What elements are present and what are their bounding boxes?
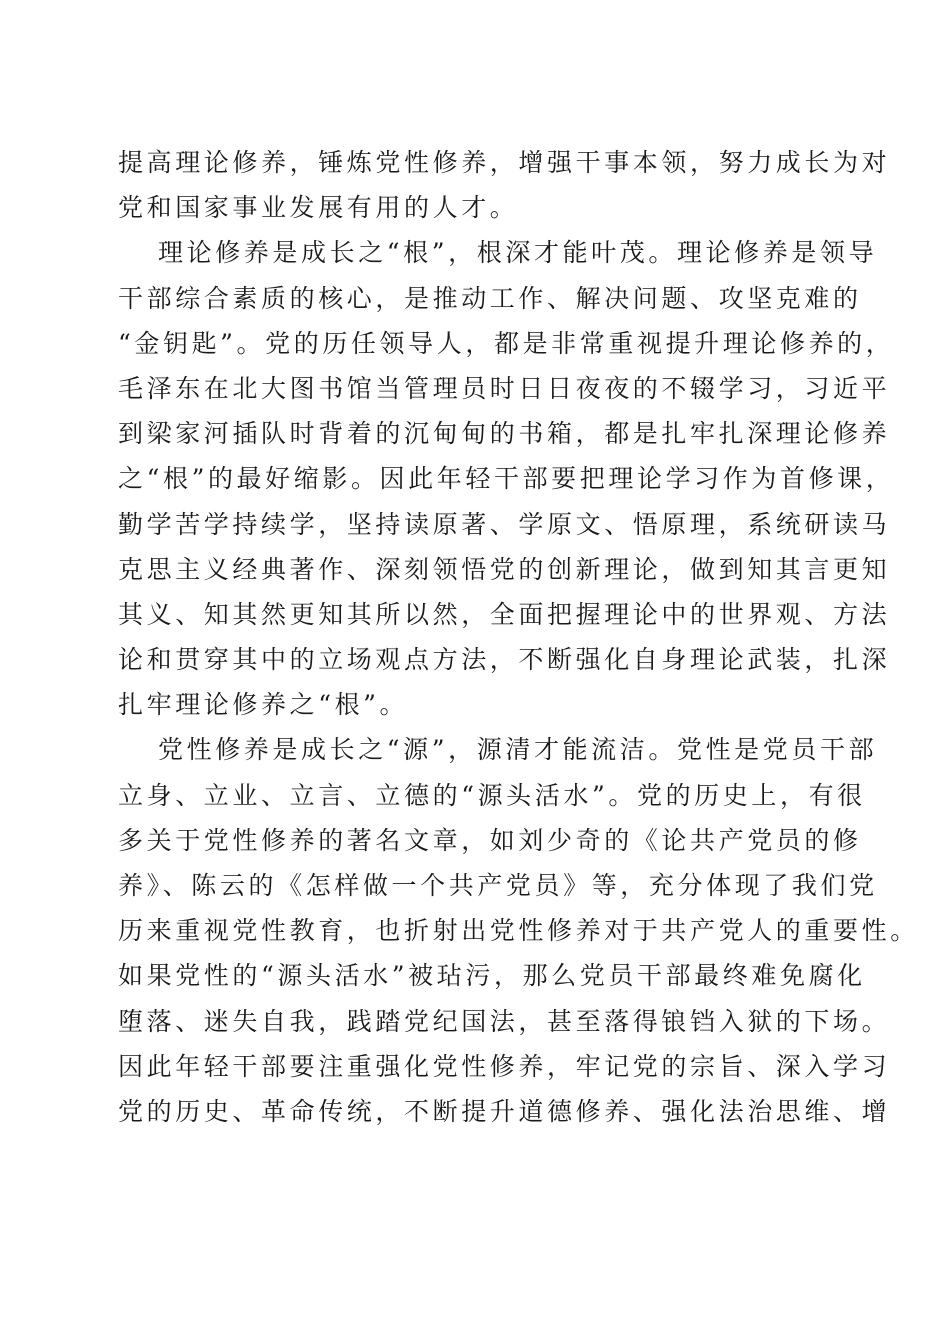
- text-line: 提高理论修养，锤炼党性修养，增强干事本领，努力成长为对: [118, 148, 891, 177]
- text-line: 因此年轻干部要注重强化党性修养，牢记党的宗旨、深入学习: [118, 1051, 891, 1081]
- text-line: 扎牢理论修养之“根”。: [118, 690, 409, 720]
- text-line: 党性修养是成长之“源”，源清才能流洁。党性是党员干部: [158, 735, 878, 765]
- paragraph-3: [118, 727, 919, 1134]
- text-line: 其义、知其然更知其所以然，全面把握理论中的世界观、方法: [118, 599, 891, 629]
- text-line: 到梁家河插队时背着的沉甸甸的书箱，都是扎牢扎深理论修养: [118, 419, 891, 449]
- text-line: 理论修养是成长之“根”，根深才能叶茂。理论修养是领导: [158, 238, 878, 268]
- text-line: 立身、立业、立言、立德的“源头活水”。党的历史上，有很: [118, 780, 866, 810]
- text-line: 党和国家事业发展有用的人才。: [118, 193, 519, 223]
- text-line: 养》、陈云的《怎样做一个共产党员》等，充分体现了我们党: [118, 871, 878, 900]
- text-line: 历来重视党性教育，也折射出党性修养对于共产党人的重要性。: [118, 916, 919, 946]
- text-line: 多关于党性修养的著名文章，如刘少奇的《论共产党员的修: [118, 825, 862, 855]
- text-line: 党的历史、革命传统，不断提升道德修养、强化法治思维、增: [118, 1096, 891, 1126]
- text-line: 毛泽东在北大图书馆当管理员时日日夜夜的不辍学习，习近平: [118, 373, 891, 403]
- text-line: 勤学苦学持续学，坚持读原著、学原文、悟原理，系统研读马: [118, 509, 891, 539]
- paragraph-1: [118, 140, 891, 230]
- text-line: 干部综合素质的核心，是推动工作、解决问题、攻坚克难的: [118, 283, 862, 313]
- text-line: 堕落、迷失自我，践踏党纪国法，甚至落得锒铛入狱的下场。: [118, 1006, 891, 1036]
- text-line: 论和贯穿其中的立场观点方法，不断强化自身理论武装，扎深: [118, 645, 891, 675]
- text-line: 如果党性的“源头活水”被玷污，那么党员干部最终难免腐化: [118, 961, 866, 991]
- paragraph-2: [118, 230, 895, 727]
- text-line: “金钥匙”。党的历任领导人，都是非常重视提升理论修养的，: [118, 328, 895, 358]
- text-line: 之“根”的最好缩影。因此年轻干部要把理论学习作为首修课，: [118, 464, 895, 494]
- body-text: [118, 140, 919, 1134]
- text-line: 克思主义经典著作、深刻领悟党的创新理论，做到知其言更知: [118, 554, 891, 584]
